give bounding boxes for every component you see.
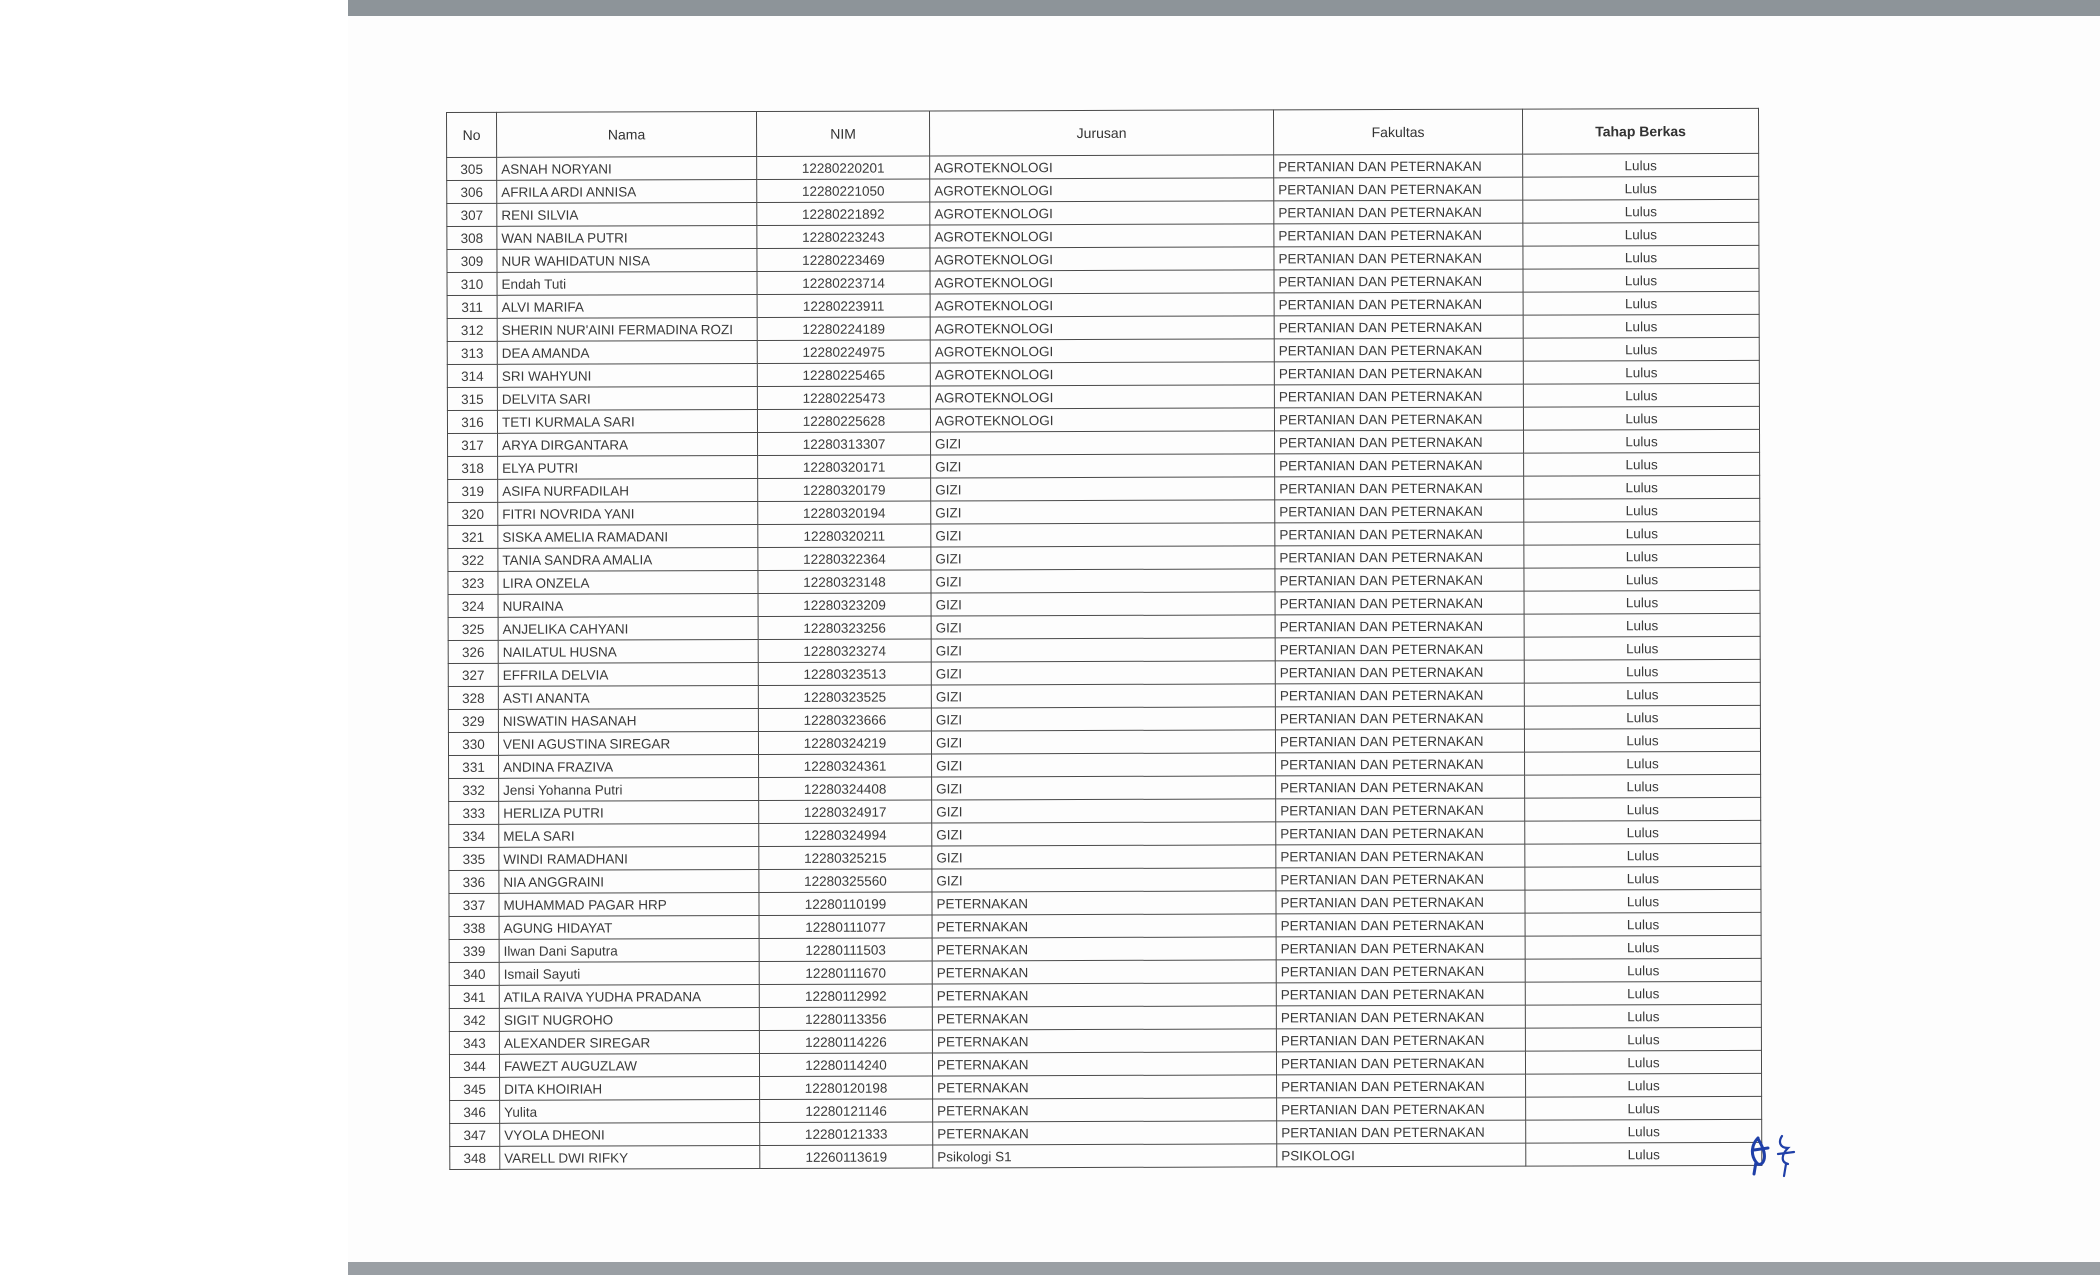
results-table-container	[446, 108, 1761, 1170]
cell-nim: 12280221892	[757, 202, 930, 226]
cell-no: 333	[449, 801, 499, 824]
cell-fakultas: PERTANIAN DAN PETERNAKAN	[1276, 844, 1525, 868]
cell-fakultas: PERTANIAN DAN PETERNAKAN	[1275, 637, 1524, 661]
cell-no: 311	[447, 295, 497, 318]
cell-no: 329	[448, 709, 498, 732]
cell-nim: 12280323525	[758, 685, 931, 709]
cell-no: 347	[450, 1123, 500, 1146]
cell-jurusan: GIZI	[931, 730, 1275, 754]
cell-fakultas: PERTANIAN DAN PETERNAKAN	[1277, 1097, 1526, 1121]
cell-tahap-berkas: Lulus	[1525, 981, 1761, 1005]
cell-fakultas: PERTANIAN DAN PETERNAKAN	[1276, 1028, 1525, 1052]
cell-fakultas: PERTANIAN DAN PETERNAKAN	[1276, 1005, 1525, 1029]
cell-no: 341	[449, 985, 499, 1008]
cell-jurusan: GIZI	[931, 615, 1275, 639]
cell-jurusan: AGROTEKNOLOGI	[930, 316, 1274, 340]
cell-nama: SISKA AMELIA RAMADANI	[498, 525, 758, 549]
cell-tahap-berkas: Lulus	[1525, 935, 1761, 959]
cell-no: 342	[449, 1008, 499, 1031]
cell-nama: WINDI RAMADHANI	[499, 847, 759, 871]
cell-jurusan: GIZI	[931, 523, 1275, 547]
cell-tahap-berkas: Lulus	[1524, 705, 1760, 729]
cell-nama: VARELL DWI RIFKY	[500, 1146, 760, 1170]
cell-fakultas: PERTANIAN DAN PETERNAKAN	[1275, 660, 1524, 684]
cell-nim: 12280323513	[758, 662, 931, 686]
cell-nim: 12280322364	[758, 547, 931, 571]
cell-no: 324	[448, 594, 498, 617]
cell-jurusan: GIZI	[931, 477, 1275, 501]
cell-tahap-berkas: Lulus	[1525, 751, 1761, 775]
cell-fakultas: PERTANIAN DAN PETERNAKAN	[1276, 867, 1525, 891]
cell-nama: ATILA RAIVA YUDHA PRADANA	[499, 985, 759, 1009]
cell-jurusan: AGROTEKNOLOGI	[930, 385, 1274, 409]
cell-no: 306	[447, 180, 497, 203]
cell-tahap-berkas: Lulus	[1525, 797, 1761, 821]
cell-no: 340	[449, 962, 499, 985]
cell-jurusan: PETERNAKAN	[932, 891, 1276, 915]
cell-no: 323	[448, 571, 498, 594]
cell-nama: TETI KURMALA SARI	[497, 410, 757, 434]
cell-nim: 12280223243	[757, 225, 930, 249]
cell-jurusan: GIZI	[931, 431, 1275, 455]
cell-tahap-berkas: Lulus	[1524, 590, 1760, 614]
cell-nama: ALEXANDER SIREGAR	[499, 1031, 759, 1055]
cell-no: 344	[449, 1054, 499, 1077]
cell-nama: Jensi Yohanna Putri	[499, 778, 759, 802]
cell-fakultas: PERTANIAN DAN PETERNAKAN	[1276, 798, 1525, 822]
cell-no: 335	[449, 847, 499, 870]
cell-tahap-berkas: Lulus	[1526, 1096, 1762, 1120]
cell-nim: 12280223469	[757, 248, 930, 272]
cell-nama: ASNAH NORYANI	[497, 157, 757, 181]
cell-nama: Endah Tuti	[497, 272, 757, 296]
cell-no: 313	[447, 341, 497, 364]
cell-tahap-berkas: Lulus	[1525, 1050, 1761, 1074]
cell-nama: Ismail Sayuti	[499, 962, 759, 986]
cell-no: 339	[449, 939, 499, 962]
cell-fakultas: PERTANIAN DAN PETERNAKAN	[1274, 223, 1523, 247]
cell-nim: 12280225465	[757, 363, 930, 387]
cell-no: 312	[447, 318, 497, 341]
cell-no: 346	[450, 1100, 500, 1123]
cell-nim: 12280111077	[759, 915, 932, 939]
cell-nim: 12280223911	[757, 294, 930, 318]
cell-nim: 12280324917	[759, 800, 932, 824]
cell-nama: VENI AGUSTINA SIREGAR	[498, 732, 758, 756]
cell-tahap-berkas: Lulus	[1523, 268, 1759, 292]
cell-nama: NAILATUL HUSNA	[498, 640, 758, 664]
cell-no: 307	[447, 203, 497, 226]
cell-nama: AGUNG HIDAYAT	[499, 916, 759, 940]
cell-fakultas: PERTANIAN DAN PETERNAKAN	[1277, 1074, 1526, 1098]
cell-no: 321	[448, 525, 498, 548]
cell-tahap-berkas: Lulus	[1523, 222, 1759, 246]
cell-jurusan: PETERNAKAN	[933, 1121, 1277, 1145]
cell-nim: 12280323256	[758, 616, 931, 640]
cell-tahap-berkas: Lulus	[1523, 245, 1759, 269]
cell-fakultas: PERTANIAN DAN PETERNAKAN	[1276, 775, 1525, 799]
cell-no: 337	[449, 893, 499, 916]
cell-no: 322	[448, 548, 498, 571]
cell-nim: 12280325560	[759, 869, 932, 893]
cell-nama: NIA ANGGRAINI	[499, 870, 759, 894]
cell-nama: ALVI MARIFA	[497, 295, 757, 319]
cell-jurusan: GIZI	[931, 638, 1275, 662]
table-row	[450, 1142, 1762, 1169]
cell-tahap-berkas: Lulus	[1523, 406, 1759, 430]
cell-tahap-berkas: Lulus	[1525, 843, 1761, 867]
cell-no: 332	[449, 778, 499, 801]
cell-nim: 12280225473	[757, 386, 930, 410]
cell-fakultas: PERTANIAN DAN PETERNAKAN	[1275, 729, 1524, 753]
cell-nama: ASIFA NURFADILAH	[498, 479, 758, 503]
cell-nim: 12280221050	[757, 179, 930, 203]
cell-nim: 12280111670	[759, 961, 932, 985]
table-header-row	[447, 108, 1759, 157]
cell-no: 308	[447, 226, 497, 249]
cell-jurusan: GIZI	[931, 500, 1275, 524]
cell-nim: 12260113619	[760, 1145, 933, 1169]
cell-fakultas: PERTANIAN DAN PETERNAKAN	[1275, 522, 1524, 546]
cell-jurusan: Psikologi S1	[933, 1144, 1277, 1168]
cell-jurusan: AGROTEKNOLOGI	[930, 339, 1274, 363]
cell-tahap-berkas: Lulus	[1524, 613, 1760, 637]
cell-jurusan: GIZI	[932, 799, 1276, 823]
cell-fakultas: PERTANIAN DAN PETERNAKAN	[1275, 453, 1524, 477]
cell-nama: HERLIZA PUTRI	[499, 801, 759, 825]
cell-nim: 12280121146	[760, 1099, 933, 1123]
cell-no: 348	[450, 1146, 500, 1169]
cell-no: 315	[447, 387, 497, 410]
cell-no: 320	[448, 502, 498, 525]
cell-fakultas: PERTANIAN DAN PETERNAKAN	[1274, 338, 1523, 362]
cell-nama: FAWEZT AUGUZLAW	[499, 1054, 759, 1078]
cell-no: 338	[449, 916, 499, 939]
cell-fakultas: PERTANIAN DAN PETERNAKAN	[1276, 959, 1525, 983]
cell-nim: 12280324408	[759, 777, 932, 801]
cell-fakultas: PERTANIAN DAN PETERNAKAN	[1274, 246, 1523, 270]
cell-tahap-berkas: Lulus	[1524, 475, 1760, 499]
cell-fakultas: PSIKOLOGI	[1277, 1143, 1526, 1167]
cell-no: 336	[449, 870, 499, 893]
cell-jurusan: AGROTEKNOLOGI	[930, 201, 1274, 225]
cell-fakultas: PERTANIAN DAN PETERNAKAN	[1275, 706, 1524, 730]
cell-nim: 12280325215	[759, 846, 932, 870]
cell-tahap-berkas: Lulus	[1523, 383, 1759, 407]
cell-tahap-berkas: Lulus	[1525, 912, 1761, 936]
cell-fakultas: PERTANIAN DAN PETERNAKAN	[1275, 476, 1524, 500]
cell-no: 319	[448, 479, 498, 502]
cell-nama: VYOLA DHEONI	[500, 1123, 760, 1147]
cell-nama: ARYA DIRGANTARA	[498, 433, 758, 457]
cell-fakultas: PERTANIAN DAN PETERNAKAN	[1275, 545, 1524, 569]
cell-jurusan: GIZI	[932, 868, 1276, 892]
header-tahap-berkas: Tahap Berkas	[1522, 108, 1758, 154]
cell-no: 328	[448, 686, 498, 709]
cell-nama: Yulita	[500, 1100, 760, 1124]
cell-nim: 12280225628	[757, 409, 930, 433]
cell-tahap-berkas: Lulus	[1524, 544, 1760, 568]
cell-no: 309	[447, 249, 497, 272]
cell-nim: 12280121333	[760, 1122, 933, 1146]
cell-nim: 12280114240	[759, 1053, 932, 1077]
cell-nama: SHERIN NUR'AINI FERMADINA ROZI	[497, 318, 757, 342]
cell-jurusan: GIZI	[931, 707, 1275, 731]
cell-fakultas: PERTANIAN DAN PETERNAKAN	[1276, 913, 1525, 937]
cell-nim: 12280313307	[758, 432, 931, 456]
signature-icon	[1744, 1132, 1804, 1178]
cell-nama: FITRI NOVRIDA YANI	[498, 502, 758, 526]
cell-nama: NUR WAHIDATUN NISA	[497, 249, 757, 273]
cell-tahap-berkas: Lulus	[1525, 889, 1761, 913]
cell-fakultas: PERTANIAN DAN PETERNAKAN	[1276, 821, 1525, 845]
cell-nim: 12280323666	[758, 708, 931, 732]
cell-nama: Ilwan Dani Saputra	[499, 939, 759, 963]
cell-fakultas: PERTANIAN DAN PETERNAKAN	[1274, 269, 1523, 293]
cell-nama: RENI SILVIA	[497, 203, 757, 227]
cell-tahap-berkas: Lulus	[1524, 521, 1760, 545]
cell-jurusan: AGROTEKNOLOGI	[930, 178, 1274, 202]
cell-no: 343	[449, 1031, 499, 1054]
cell-nama: ASTI ANANTA	[498, 686, 758, 710]
cell-fakultas: PERTANIAN DAN PETERNAKAN	[1274, 292, 1523, 316]
cell-jurusan: AGROTEKNOLOGI	[930, 362, 1274, 386]
cell-tahap-berkas: Lulus	[1525, 820, 1761, 844]
scan-top-border	[348, 0, 2100, 16]
cell-no: 330	[448, 732, 498, 755]
cell-tahap-berkas: Lulus	[1524, 452, 1760, 476]
cell-nim: 12280320194	[758, 501, 931, 525]
cell-nim: 12280323209	[758, 593, 931, 617]
header-fakultas: Fakultas	[1273, 109, 1522, 155]
cell-nama: DELVITA SARI	[497, 387, 757, 411]
results-table	[446, 108, 1762, 1170]
cell-jurusan: AGROTEKNOLOGI	[930, 247, 1274, 271]
cell-tahap-berkas: Lulus	[1524, 728, 1760, 752]
cell-tahap-berkas: Lulus	[1525, 774, 1761, 798]
cell-nim: 12280224975	[757, 340, 930, 364]
cell-nama: AFRILA ARDI ANNISA	[497, 180, 757, 204]
cell-nama: SIGIT NUGROHO	[499, 1008, 759, 1032]
cell-nama: ANDINA FRAZIVA	[499, 755, 759, 779]
cell-fakultas: PERTANIAN DAN PETERNAKAN	[1274, 200, 1523, 224]
cell-jurusan: PETERNAKAN	[932, 960, 1276, 984]
cell-nama: ANJELIKA CAHYANI	[498, 617, 758, 641]
cell-nim: 12280324219	[758, 731, 931, 755]
cell-fakultas: PERTANIAN DAN PETERNAKAN	[1274, 315, 1523, 339]
cell-nama: LIRA ONZELA	[498, 571, 758, 595]
cell-fakultas: PERTANIAN DAN PETERNAKAN	[1275, 568, 1524, 592]
cell-fakultas: PERTANIAN DAN PETERNAKAN	[1275, 499, 1524, 523]
cell-nama: SRI WAHYUNI	[497, 364, 757, 388]
cell-tahap-berkas: Lulus	[1523, 314, 1759, 338]
cell-no: 314	[447, 364, 497, 387]
cell-nama: DITA KHOIRIAH	[500, 1077, 760, 1101]
cell-fakultas: PERTANIAN DAN PETERNAKAN	[1275, 430, 1524, 454]
cell-fakultas: PERTANIAN DAN PETERNAKAN	[1275, 591, 1524, 615]
cell-tahap-berkas: Lulus	[1526, 1119, 1762, 1143]
cell-fakultas: PERTANIAN DAN PETERNAKAN	[1276, 752, 1525, 776]
cell-nim: 12280324361	[759, 754, 932, 778]
cell-nim: 12280120198	[760, 1076, 933, 1100]
cell-tahap-berkas: Lulus	[1525, 1004, 1761, 1028]
cell-jurusan: GIZI	[931, 684, 1275, 708]
cell-jurusan: GIZI	[932, 822, 1276, 846]
cell-jurusan: GIZI	[931, 569, 1275, 593]
cell-nama: DEA AMANDA	[497, 341, 757, 365]
cell-jurusan: PETERNAKAN	[932, 1052, 1276, 1076]
cell-fakultas: PERTANIAN DAN PETERNAKAN	[1274, 154, 1523, 178]
cell-jurusan: GIZI	[932, 753, 1276, 777]
cell-fakultas: PERTANIAN DAN PETERNAKAN	[1276, 1051, 1525, 1075]
cell-nama: TANIA SANDRA AMALIA	[498, 548, 758, 572]
cell-fakultas: PERTANIAN DAN PETERNAKAN	[1274, 361, 1523, 385]
cell-no: 326	[448, 640, 498, 663]
header-jurusan: Jurusan	[929, 110, 1273, 156]
cell-tahap-berkas: Lulus	[1526, 1142, 1762, 1166]
cell-jurusan: GIZI	[931, 454, 1275, 478]
cell-jurusan: PETERNAKAN	[932, 1029, 1276, 1053]
cell-tahap-berkas: Lulus	[1524, 636, 1760, 660]
header-no: No	[447, 112, 497, 157]
cell-fakultas: PERTANIAN DAN PETERNAKAN	[1275, 683, 1524, 707]
cell-jurusan: AGROTEKNOLOGI	[930, 408, 1274, 432]
cell-jurusan: PETERNAKAN	[932, 1006, 1276, 1030]
cell-tahap-berkas: Lulus	[1525, 866, 1761, 890]
cell-nama: MUHAMMAD PAGAR HRP	[499, 893, 759, 917]
cell-no: 317	[448, 433, 498, 456]
cell-jurusan: AGROTEKNOLOGI	[930, 155, 1274, 179]
cell-nim: 12280112992	[759, 984, 932, 1008]
cell-nim: 12280323148	[758, 570, 931, 594]
cell-nim: 12280323274	[758, 639, 931, 663]
cell-no: 334	[449, 824, 499, 847]
cell-nim: 12280114226	[759, 1030, 932, 1054]
cell-jurusan: PETERNAKAN	[932, 937, 1276, 961]
cell-fakultas: PERTANIAN DAN PETERNAKAN	[1276, 982, 1525, 1006]
cell-no: 327	[448, 663, 498, 686]
cell-nim: 12280111503	[759, 938, 932, 962]
cell-tahap-berkas: Lulus	[1524, 659, 1760, 683]
cell-nama: EFFRILA DELVIA	[498, 663, 758, 687]
cell-no: 345	[450, 1077, 500, 1100]
cell-jurusan: GIZI	[932, 845, 1276, 869]
cell-tahap-berkas: Lulus	[1524, 682, 1760, 706]
cell-jurusan: GIZI	[931, 592, 1275, 616]
cell-jurusan: AGROTEKNOLOGI	[930, 270, 1274, 294]
cell-fakultas: PERTANIAN DAN PETERNAKAN	[1274, 407, 1523, 431]
cell-jurusan: GIZI	[932, 776, 1276, 800]
cell-jurusan: PETERNAKAN	[932, 914, 1276, 938]
cell-nama: WAN NABILA PUTRI	[497, 226, 757, 250]
cell-tahap-berkas: Lulus	[1523, 153, 1759, 177]
cell-tahap-berkas: Lulus	[1523, 337, 1759, 361]
cell-no: 310	[447, 272, 497, 295]
cell-nim: 12280224189	[757, 317, 930, 341]
cell-jurusan: PETERNAKAN	[933, 1098, 1277, 1122]
table-body	[447, 153, 1762, 1169]
cell-nama: ELYA PUTRI	[498, 456, 758, 480]
cell-nim: 12280324994	[759, 823, 932, 847]
cell-fakultas: PERTANIAN DAN PETERNAKAN	[1274, 384, 1523, 408]
cell-no: 325	[448, 617, 498, 640]
cell-tahap-berkas: Lulus	[1525, 1027, 1761, 1051]
cell-no: 331	[449, 755, 499, 778]
cell-jurusan: PETERNAKAN	[932, 983, 1276, 1007]
cell-fakultas: PERTANIAN DAN PETERNAKAN	[1277, 1120, 1526, 1144]
cell-nama: NURAINA	[498, 594, 758, 618]
cell-jurusan: GIZI	[931, 546, 1275, 570]
cell-tahap-berkas: Lulus	[1525, 958, 1761, 982]
cell-jurusan: AGROTEKNOLOGI	[930, 293, 1274, 317]
header-nama: Nama	[497, 112, 757, 158]
cell-nim: 12280220201	[757, 156, 930, 180]
cell-fakultas: PERTANIAN DAN PETERNAKAN	[1276, 936, 1525, 960]
cell-nim: 12280113356	[759, 1007, 932, 1031]
cell-tahap-berkas: Lulus	[1523, 360, 1759, 384]
scan-bottom-border	[348, 1262, 2100, 1275]
cell-jurusan: AGROTEKNOLOGI	[930, 224, 1274, 248]
cell-fakultas: PERTANIAN DAN PETERNAKAN	[1275, 614, 1524, 638]
cell-tahap-berkas: Lulus	[1524, 429, 1760, 453]
cell-jurusan: GIZI	[931, 661, 1275, 685]
cell-tahap-berkas: Lulus	[1523, 176, 1759, 200]
cell-tahap-berkas: Lulus	[1523, 199, 1759, 223]
cell-tahap-berkas: Lulus	[1524, 498, 1760, 522]
cell-tahap-berkas: Lulus	[1524, 567, 1760, 591]
cell-nim: 12280223714	[757, 271, 930, 295]
cell-fakultas: PERTANIAN DAN PETERNAKAN	[1276, 890, 1525, 914]
cell-no: 318	[448, 456, 498, 479]
cell-jurusan: PETERNAKAN	[933, 1075, 1277, 1099]
cell-tahap-berkas: Lulus	[1523, 291, 1759, 315]
cell-nim: 12280320179	[758, 478, 931, 502]
cell-nim: 12280320171	[758, 455, 931, 479]
cell-nim: 12280320211	[758, 524, 931, 548]
header-nim: NIM	[757, 111, 930, 157]
cell-no: 305	[447, 157, 497, 180]
cell-nama: NISWATIN HASANAH	[498, 709, 758, 733]
cell-tahap-berkas: Lulus	[1526, 1073, 1762, 1097]
cell-no: 316	[447, 410, 497, 433]
cell-nim: 12280110199	[759, 892, 932, 916]
cell-nama: MELA SARI	[499, 824, 759, 848]
cell-fakultas: PERTANIAN DAN PETERNAKAN	[1274, 177, 1523, 201]
